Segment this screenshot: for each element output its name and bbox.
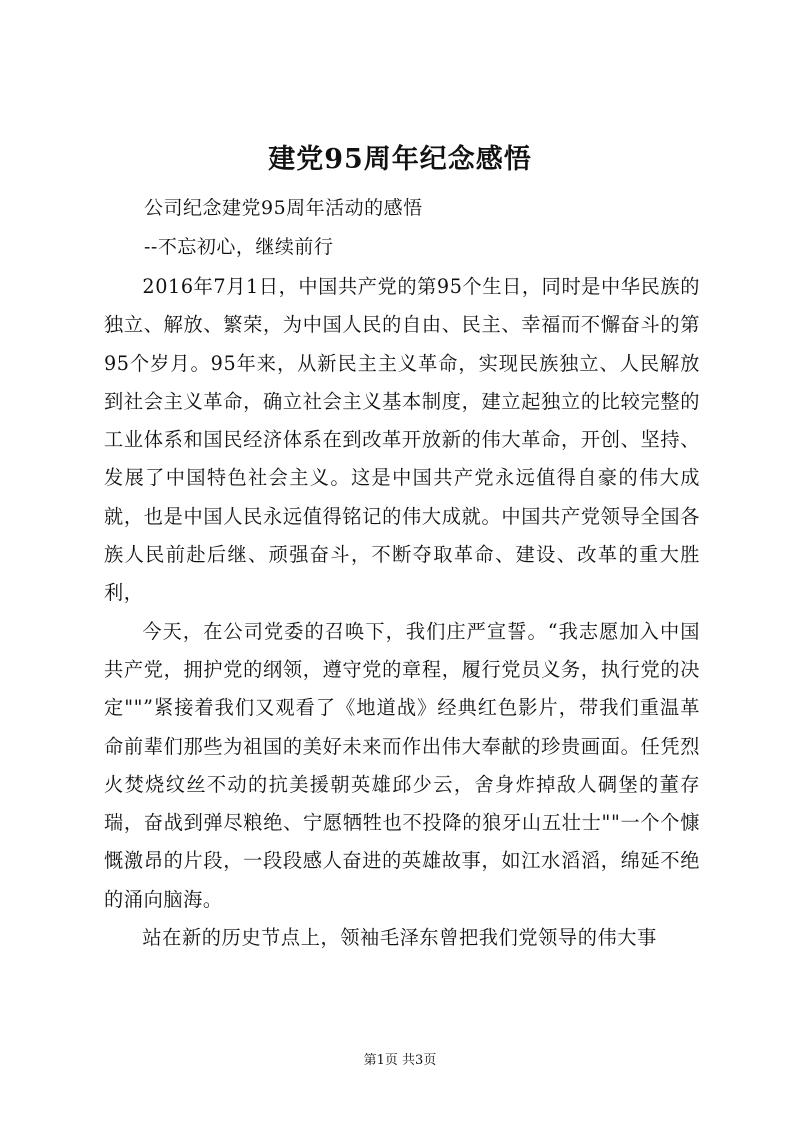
paragraph: 站在新的历史节点上，领袖毛泽东曾把我们党领导的伟大事 <box>142 926 657 950</box>
document-tagline: --不忘初心，继续前行 <box>144 236 334 258</box>
page-footer: 第1页 共3页 <box>363 1053 437 1068</box>
paragraph: 2016年7月1日，中国共产党的第95个生日，同时是中华民族的独立、解放、繁荣，为中国人民的自由、民主、幸福而不懈奋斗的第95个岁月。95年来，从新民主主义革命，实现民族独立、人民解放到社会主义革命，确立社会主义基本制度，建立起独立的比较完整的工业体系和国民经济体系在到改革开放新的伟大革命，开创、坚持、发展了中国特色社会主义。这是中国共产党永远值得自豪的伟大成就，也是中国人民永远值得铭记的伟大成就。中国共产党领导全国各族人民前赴后继、顽强奋斗，不断夺取革命、建设、改革的重大胜利， <box>104 275 700 605</box>
document-body <box>104 268 700 957</box>
document-subtitle: 公司纪念建党95周年活动的感悟 <box>144 197 423 219</box>
paragraph: 今天，在公司党委的召唤下，我们庄严宣誓。“我志愿加入中国共产党，拥护党的纲领，遵守党的章程，履行党员义务，执行党的决定""”紧接着我们又观看了《地道战》经典红色影片，带我们重温革命前辈们那些为祖国的美好未来而作出伟大奉献的珍贵画面。任凭烈火焚烧纹丝不动的抗美援朝英雄邱少云，舍身炸掉敌人碉堡的董存瑞，奋战到弹尽粮绝、宁愿牺牲也不投降的狼牙山五壮士""一个个慷慨激昂的片段，一段段感人奋进的英雄故事，如江水滔滔，绵延不绝的涌向脑海。 <box>104 619 700 911</box>
document-title: 建党95周年纪念感悟 <box>268 144 532 175</box>
